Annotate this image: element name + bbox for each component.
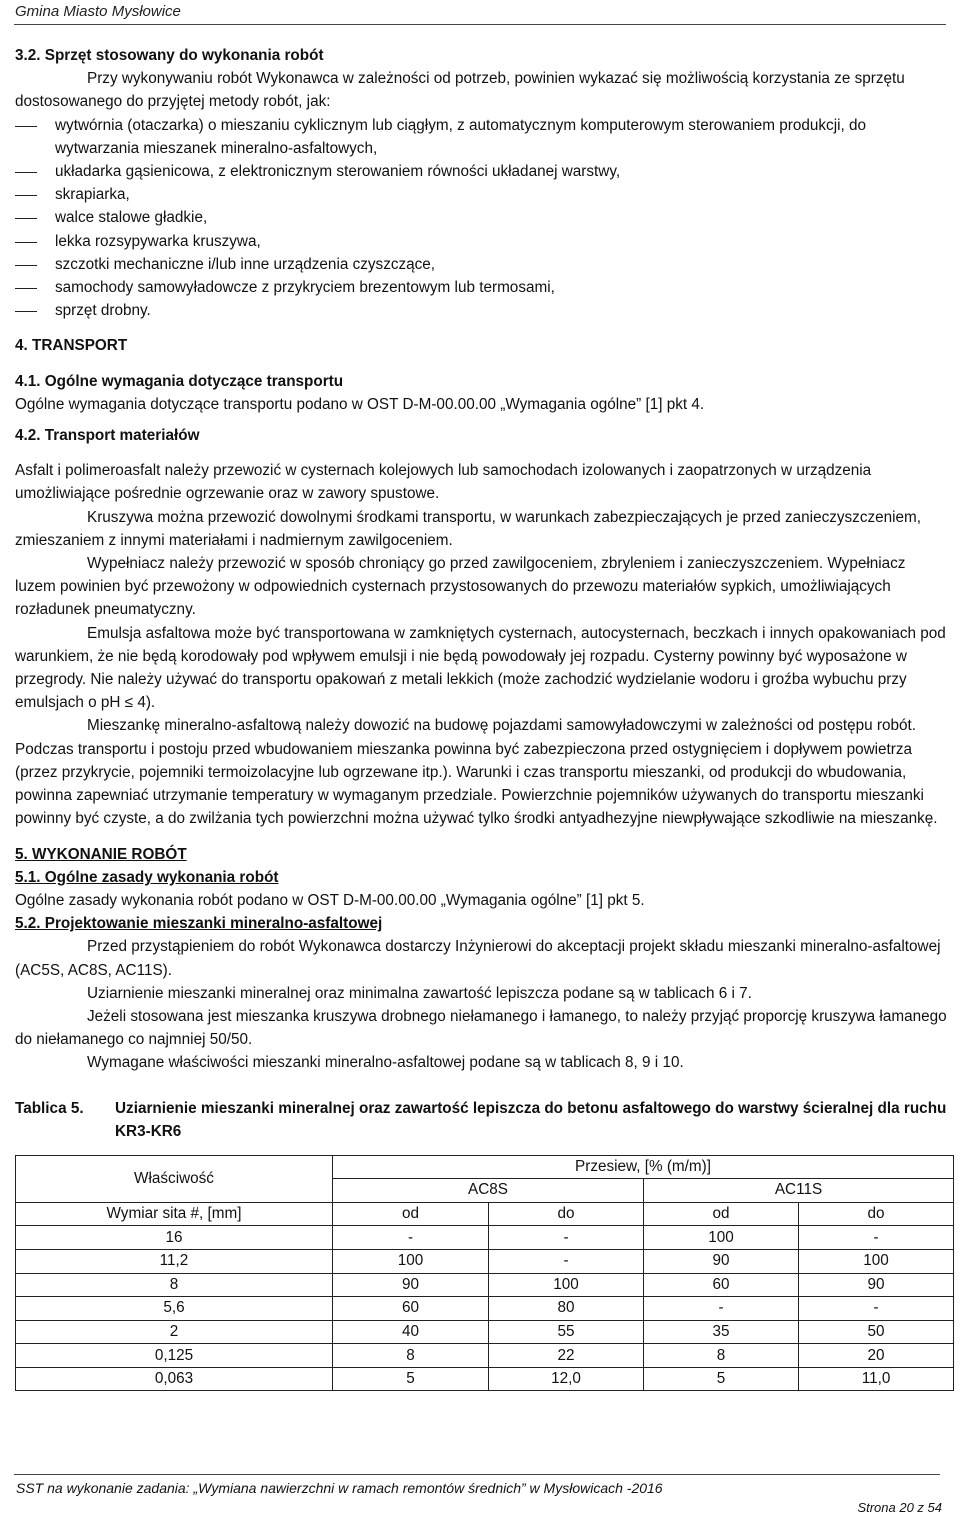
page-content	[15, 44, 950, 1391]
table-cell: 100	[489, 1273, 644, 1297]
table-cell: 8	[16, 1273, 333, 1297]
section-heading-5-1: 5.1. Ogólne zasady wykonania robót	[15, 868, 279, 886]
table-cell: 12,0	[489, 1367, 644, 1391]
table-row	[16, 1320, 954, 1344]
header-divider	[14, 24, 946, 25]
table-cell: 5,6	[16, 1297, 333, 1321]
table-row	[16, 1367, 954, 1391]
section-heading-5: 5. WYKONANIE ROBÓT	[15, 845, 187, 863]
table-cell: 100	[644, 1226, 799, 1250]
table-label: Tablica 5.	[15, 1099, 84, 1117]
paragraph: Kruszywa można przewozić dowolnymi środkami transportu, w warunkach zabezpieczających je przed zanieczyszczeniem, zmieszaniem z innymi materiałami i nadmiernym zawilgoceniem.	[15, 508, 922, 549]
table-cell: 11,0	[799, 1367, 954, 1391]
table-cell: 60	[644, 1273, 799, 1297]
table-header-cell: do	[489, 1202, 644, 1226]
table-cell: -	[489, 1249, 644, 1273]
sieve-table	[15, 1155, 954, 1392]
table-header-row	[16, 1155, 954, 1179]
paragraph: Ogólne zasady wykonania robót podano w OST D-M-00.00.00 „Wymagania ogólne” [1] pkt 5.	[15, 891, 645, 909]
paragraph: Wypełniacz należy przewozić w sposób chroniący go przed zawilgoceniem, zbryleniem i zanieczyszczeniem. Wypełniacz luzem powinien być przewożony w odpowiednich cysternach przystosowanych do przewozu materiałów sypkich, umożliwiających rozładunek pneumatyczny.	[15, 555, 906, 619]
paragraph: Przed przystąpieniem do robót Wykonawca dostarczy Inżynierowi do akceptacji projekt składu mieszanki mineralno-asfaltowej (AC5S, AC8S, AC11S).	[15, 938, 941, 979]
table-cell: 100	[799, 1249, 954, 1273]
paragraph: Asfalt i polimeroasfalt należy przewozić w cysternach kolejowych lub samochodach izolowanych i zaopatrzonych w urządzenia umożliwiające pośrednie ogrzewanie oraz w zawory spustowe.	[15, 462, 872, 503]
table-cell: 16	[16, 1226, 333, 1250]
paragraph: Uziarnienie mieszanki mineralnej oraz minimalna zawartość lepiszcza podane są w tablicach 6 i 7.	[87, 984, 752, 1002]
table-cell: 20	[799, 1344, 954, 1368]
table-cell: 5	[333, 1367, 489, 1391]
table-row	[16, 1226, 954, 1250]
table-cell: 90	[799, 1273, 954, 1297]
table-caption	[15, 1097, 950, 1143]
table-cell: 5	[644, 1367, 799, 1391]
list-item: skrapiarka,	[15, 183, 950, 206]
table-cell: 0,125	[16, 1344, 333, 1368]
table-header-cell: od	[333, 1202, 489, 1226]
table-cell: 55	[489, 1320, 644, 1344]
table-cell: 2	[16, 1320, 333, 1344]
table-cell: 100	[333, 1249, 489, 1273]
table-cell: 80	[489, 1297, 644, 1321]
section-heading-5-2: 5.2. Projektowanie mieszanki mineralno-asfaltowej	[15, 915, 383, 933]
table-cell: -	[644, 1297, 799, 1321]
section-heading-3-2: 3.2. Sprzęt stosowany do wykonania robót	[15, 47, 324, 64]
table-header-cell: Wymiar sita #, [mm]	[16, 1202, 333, 1226]
paragraph: Ogólne wymagania dotyczące transportu podano w OST D-M-00.00.00 „Wymagania ogólne” [1] pkt 4.	[15, 395, 705, 413]
paragraph: Wymagane właściwości mieszanki mineralno-asfaltowej podane są w tablicach 8, 9 i 10.	[87, 1054, 684, 1072]
table-cell: 22	[489, 1344, 644, 1368]
table-cell: 11,2	[16, 1249, 333, 1273]
section-heading-4-1: 4.1. Ogólne wymagania dotyczące transportu	[15, 372, 344, 390]
list-item: samochody samowyładowcze z przykryciem brezentowym lub termosami,	[15, 276, 950, 299]
table-row	[16, 1273, 954, 1297]
list-item: szczotki mechaniczne i/lub inne urządzenia czyszczące,	[15, 253, 950, 276]
table-cell: -	[799, 1226, 954, 1250]
list-item: wytwórnia (otaczarka) o mieszaniu cyklicznym lub ciągłym, z automatycznym komputerowym sterowaniem produkcji, do wytwarzania mieszanek mineralno-asfaltowych,	[15, 114, 950, 160]
table-cell: -	[333, 1226, 489, 1250]
table-cell: 90	[644, 1249, 799, 1273]
section-heading-4: 4. TRANSPORT	[15, 337, 128, 355]
table-cell: 8	[333, 1344, 489, 1368]
table-cell: 40	[333, 1320, 489, 1344]
table-header-cell: AC8S	[333, 1179, 644, 1203]
table-cell: -	[489, 1226, 644, 1250]
list-item: lekka rozsypywarka kruszywa,	[15, 230, 950, 253]
footer-document-title: SST na wykonanie zadania: „Wymiana nawierzchni w ramach remontów średnich” w Mysłowicach -2016	[16, 1480, 663, 1496]
table-row	[16, 1249, 954, 1273]
paragraph: Emulsja asfaltowa może być transportowana w zamkniętych cysternach, autocysternach, beczkach i innych opakowaniach pod warunkiem, że nie będą korodowały pod wpływem emulsji i nie będą powodowały jej rozpadu. Cysterny powinny być wyposażone w przegrody. Nie należy używać do transportu opakowań z metali lekkich (może zachodzić wydzielanie wodoru i groźba wybuchu przy emulsjach o pH ≤ 4).	[15, 624, 946, 712]
table-cell: 60	[333, 1297, 489, 1321]
table-header-cell: do	[799, 1202, 954, 1226]
paragraph: Przy wykonywaniu robót Wykonawca w zależności od potrzeb, powinien wykazać się możliwością korzystania ze sprzętu dostosowanego do przyjętej metody robót, jak:	[15, 70, 905, 111]
paragraph: Mieszankę mineralno-asfaltową należy dowozić na budowę pojazdami samowyładowczymi w zależności od postępu robót. Podczas transportu i postoju przed wbudowaniem mieszanka powinna być zabezpieczona przed ostygnięciem i dopływem powietrza (przez przykrycie, pojemniki termoizolacyjne lub ogrzewane itp.). Warunki i czas transportu mieszanki, od produkcji do wbudowania, powinna zapewniać utrzymanie temperatury w wymaganym przedziale. Powierzchnie pojemników używanych do transportu mieszanki powinny być czyste, a do zwilżania tych powierzchni można używać tylko środki antyadhezyjne niewpływające szkodliwie na mieszankę.	[15, 717, 938, 828]
table-row	[16, 1297, 954, 1321]
list-item: walce stalowe gładkie,	[15, 206, 950, 229]
table-cell: 50	[799, 1320, 954, 1344]
table-header-cell: AC11S	[644, 1179, 954, 1203]
table-cell: 35	[644, 1320, 799, 1344]
table-row	[16, 1344, 954, 1368]
table-cell: -	[799, 1297, 954, 1321]
list-item: sprzęt drobny.	[15, 299, 950, 322]
table-header-cell: Właściwość	[16, 1155, 333, 1202]
table-header-cell: od	[644, 1202, 799, 1226]
footer-divider	[14, 1474, 940, 1475]
equipment-list	[15, 114, 950, 323]
section-heading-4-2: 4.2. Transport materiałów	[15, 427, 200, 445]
list-item: układarka gąsienicowa, z elektronicznym sterowaniem równości układanej warstwy,	[15, 160, 950, 183]
table-header-row	[16, 1202, 954, 1226]
page-header: Gmina Miasto Mysłowice	[15, 3, 181, 20]
table-cell: 8	[644, 1344, 799, 1368]
table-cell: 0,063	[16, 1367, 333, 1391]
page-number: Strona 20 z 54	[857, 1500, 942, 1515]
paragraph: Jeżeli stosowana jest mieszanka kruszywa drobnego niełamanego i łamanego, to należy przyjąć proporcję kruszywa łamanego do niełamanego co najmniej 50/50.	[15, 1007, 947, 1049]
table-title: Uziarnienie mieszanki mineralnej oraz zawartość lepiszcza do betonu asfaltowego do warstwy ścieralnej dla ruchu KR3-KR6	[115, 1099, 947, 1140]
table-header-cell: Przesiew, [% (m/m)]	[333, 1155, 954, 1179]
table-cell: 90	[333, 1273, 489, 1297]
